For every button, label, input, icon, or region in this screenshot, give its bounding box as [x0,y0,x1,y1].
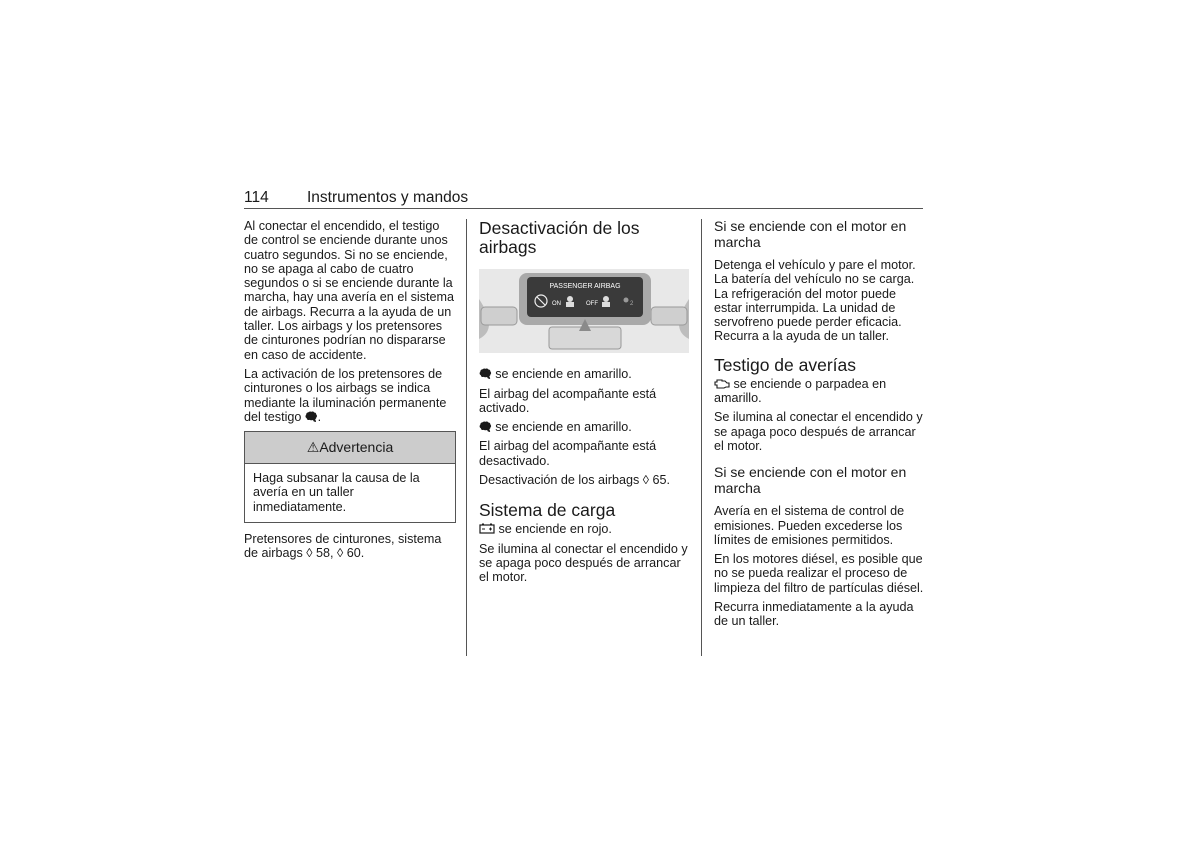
seatbelt-airbag-icon: 🗬 [304,409,318,424]
heading-engine-running: Si se enciende con el motor en marcha [714,218,907,250]
engine-icon [714,378,730,389]
heading-engine-running: Si se enciende con el motor en marcha [714,464,907,496]
cross-reference: Pretensores de cinturones, sistema de airbags ◊ 58, ◊ 60. [244,532,442,561]
column-divider [466,219,467,656]
warning-title: Advertencia [319,439,394,456]
paragraph: El airbag del acompañante está activado. [479,386,657,415]
airbag-on-icon: 🗬 [479,367,492,382]
svg-text:ON: ON [552,301,561,307]
warning-box [244,431,456,523]
battery-icon [479,523,495,534]
warning-header [245,432,455,464]
svg-text:2: 2 [630,301,634,307]
cross-reference: Desactivación de los airbags ◊ 65. [479,473,671,488]
column-left [244,219,456,566]
paragraph: En los motores diésel, es posible que no se pueda realizar el proceso de limpieza del filtro de partículas diésel. [714,552,924,595]
paragraph: se enciende en rojo. [479,522,691,536]
column-right [714,219,926,634]
paragraph: 🗬 se enciende en amarillo. [479,420,632,435]
paragraph: Se ilumina al conectar el encendido y se apaga poco después de arrancar el motor. [714,410,923,453]
warning-text: Haga subsanar la causa de la avería en un taller inmediatamente. [253,471,420,514]
paragraph: El airbag del acompañante está desactivado. [479,439,657,468]
paragraph: Se ilumina al conectar el encendido y se apaga poco después de arrancar el motor. [479,541,688,585]
heading-charging-system: Sistema de carga [479,500,616,521]
heading-airbag-deactivation: Desactivación de los airbags [479,218,640,257]
airbag-indicator-figure [479,269,689,353]
paragraph: se enciende o parpadea en amarillo. [714,376,887,406]
svg-text:OFF: OFF [586,301,598,307]
section-title: Instrumentos y mandos [307,189,469,206]
paragraph: Avería en el sistema de control de emisiones. Pueden excederse los límites de emisiones permitidos. [714,504,905,547]
warning-triangle-icon: ⚠ [306,439,320,456]
page-header [244,189,923,209]
column-middle [479,219,691,590]
paragraph: La activación de los pretensores de cinturones o los airbags se indica mediante la iluminación permanente del testigo 🗬. [244,366,447,424]
paragraph: 🗬 se enciende en amarillo. [479,367,632,382]
heading-malfunction-indicator: Testigo de averías [714,354,857,375]
figure-panel-label: PASSENGER AIRBAG [549,283,621,290]
paragraph: Detenga el vehículo y pare el motor. La batería del vehículo no se carga. La refrigeración del motor puede estar interrumpida. La unidad de servofreno puede perder eficacia. Recurra a la ayuda de un taller. [714,258,916,344]
column-divider [701,219,702,656]
page-number: 114 [244,189,269,206]
paragraph: Recurra inmediatamente a la ayuda de un taller. [714,600,914,629]
airbag-off-icon: 🗬 [479,420,492,435]
paragraph: Al conectar el encendido, el testigo de control se enciende durante unos cuatro segundos. Si no se enciende, no se apaga al cabo de cuatro segundos o si se enciende durante la marcha, hay una avería en el sistema de airbags. Recurra a la ayuda de un taller. Los airbags y los pretensores de cinturones podrían no dispararse en caso de accidente. [244,219,455,362]
